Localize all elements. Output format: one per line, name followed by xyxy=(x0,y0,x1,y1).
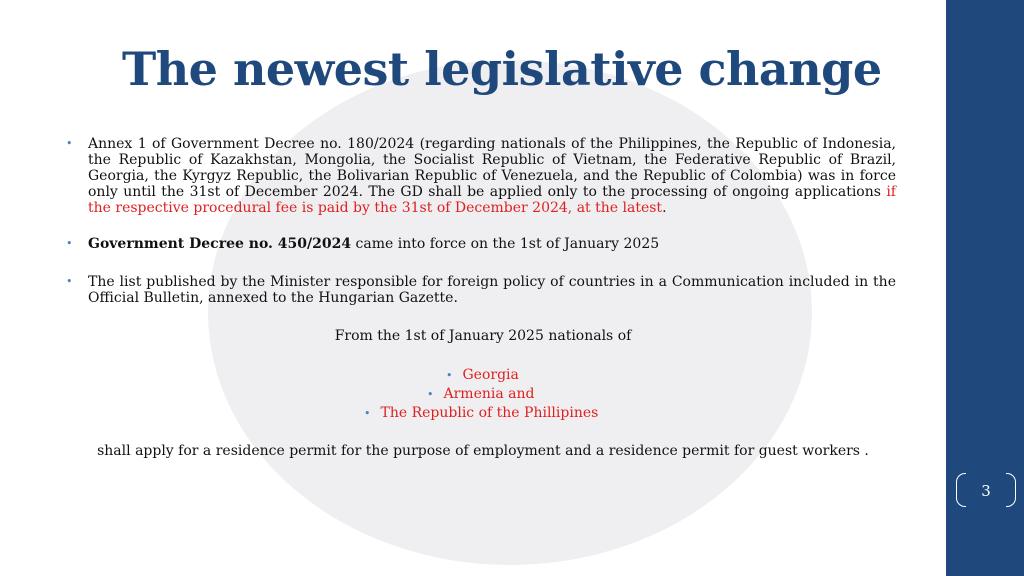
bullet-icon: • xyxy=(66,237,73,250)
country-item xyxy=(446,367,519,383)
bullet-annex xyxy=(66,136,896,216)
country-item xyxy=(427,386,534,402)
country-label: Georgia xyxy=(462,367,519,383)
bullet-annex-end: . xyxy=(662,200,667,216)
from-line: From the 1st of January 2025 nationals of xyxy=(334,328,632,344)
bullet-icon: • xyxy=(427,388,434,401)
bullet-list-text: The list published by the Minister responsible for foreign policy of countries in a Communication included in the Official Bulletin, annexed to the Hungarian Gazette. xyxy=(88,274,896,306)
bullet-icon: • xyxy=(66,275,73,288)
bullet-icon: • xyxy=(364,407,371,420)
bullet-list xyxy=(66,274,896,306)
bullet-icon: • xyxy=(66,137,73,150)
page-number: 3 xyxy=(981,482,991,500)
slide-title: The newest legislative change xyxy=(122,42,882,96)
page-number-box xyxy=(954,463,1018,517)
bullet-decree-text: came into force on the 1st of January 2025 xyxy=(351,236,660,252)
country-item xyxy=(364,405,598,421)
bullet-annex-highlight: if the respective procedural fee is paid by the 31st of December 2024, at the latest xyxy=(88,184,896,216)
bullet-decree-bold: Government Decree no. 450/2024 xyxy=(88,236,352,252)
bullet-icon: • xyxy=(446,369,453,382)
bullet-decree xyxy=(66,236,896,252)
bullet-annex-text: Annex 1 of Government Decree no. 180/2024 (regarding nationals of the Philippines, the Republic of Indonesia, the Republic of Kazakhstan, Mongolia, the Socialist Republic of Vietnam, the Federative Republic of Brazil, Georgia, the Kyrgyz Republic, the Bolivarian Republic of Venezuela, and the Republic of Colombia) was in force only until the 31st of December 2024. The GD shall be applied only to the processing of ongoing applications xyxy=(88,136,896,200)
country-label: Armenia and xyxy=(443,386,535,402)
country-label: The Republic of the Phillipines xyxy=(380,405,599,421)
final-line: shall apply for a residence permit for the purpose of employment and a residence permit for guest workers . xyxy=(97,443,869,459)
